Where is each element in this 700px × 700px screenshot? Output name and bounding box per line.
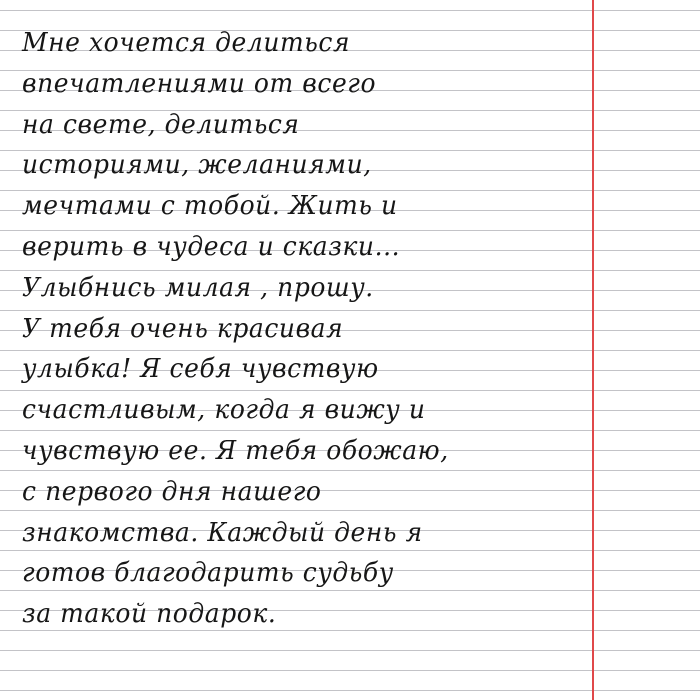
note-line-9: улыбка! Я себя чувствую (22, 354, 379, 385)
note-line-15: за такой подарок. (22, 599, 277, 630)
note-line-11: чувствую ее. Я тебя обожаю, (22, 435, 449, 466)
note-line-10: счастливым, когда я вижу и (22, 395, 426, 426)
note-line-8: У тебя очень красивая (22, 313, 344, 344)
handwritten-note (22, 28, 587, 643)
note-line-6: верить в чудеса и сказки... (22, 231, 401, 262)
note-line-5: мечтами с тобой. Жить и (22, 191, 398, 222)
note-line-2: впечатлениями от всего (22, 68, 377, 99)
margin-line (592, 0, 594, 700)
note-line-7: Улыбнись милая , прошу. (22, 272, 374, 303)
note-line-4: историями, желаниями, (22, 150, 372, 181)
note-line-12: с первого дня нашего (22, 476, 322, 507)
note-line-3: на свете, делиться (22, 109, 300, 140)
note-line-13: знакомства. Каждый день я (22, 517, 423, 548)
note-line-1: Мне хочется делиться (22, 28, 351, 58)
note-line-14: готов благодарить судьбу (22, 558, 394, 589)
